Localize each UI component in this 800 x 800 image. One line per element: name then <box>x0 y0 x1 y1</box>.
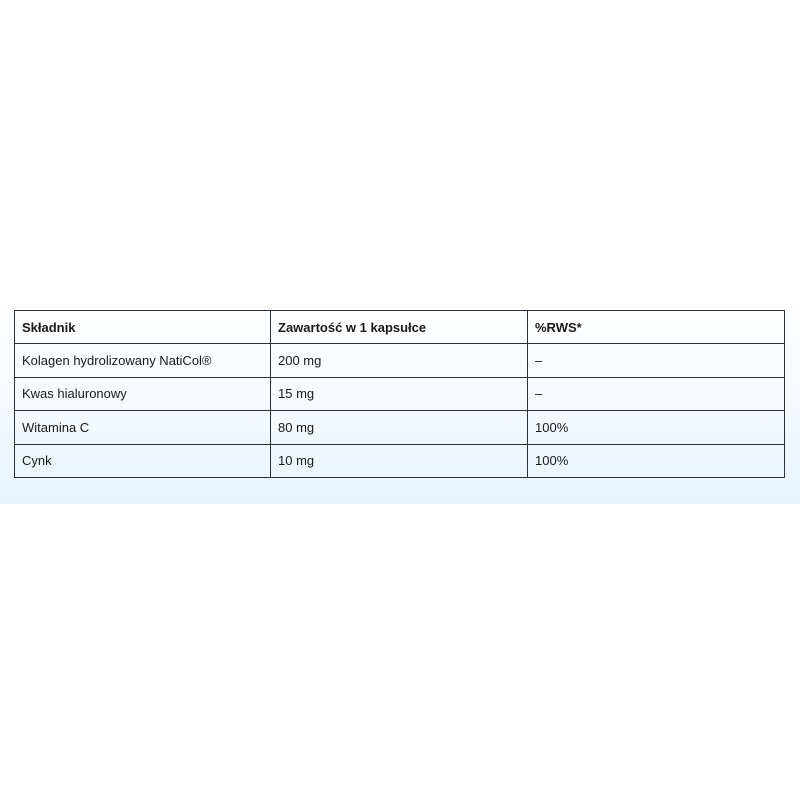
ingredient-name: Kwas hialuronowy <box>15 377 271 411</box>
ingredients-table <box>14 310 785 478</box>
table-row <box>15 344 785 378</box>
ingredient-rws: 100% <box>528 411 785 445</box>
ingredient-rws: – <box>528 344 785 378</box>
table-row <box>15 444 785 478</box>
ingredient-name: Cynk <box>15 444 271 478</box>
ingredient-rws: – <box>528 377 785 411</box>
ingredient-amount: 200 mg <box>271 344 528 378</box>
table-row <box>15 411 785 445</box>
table-row <box>15 377 785 411</box>
ingredient-name: Kolagen hydrolizowany NatiCol® <box>15 344 271 378</box>
ingredient-amount: 10 mg <box>271 444 528 478</box>
header-content-per-capsule: Zawartość w 1 kapsułce <box>271 311 528 344</box>
header-ingredient: Składnik <box>15 311 271 344</box>
table-header-row <box>15 311 785 344</box>
ingredient-rws: 100% <box>528 444 785 478</box>
ingredient-amount: 15 mg <box>271 377 528 411</box>
header-rws: %RWS* <box>528 311 785 344</box>
ingredient-name: Witamina C <box>15 411 271 445</box>
ingredient-amount: 80 mg <box>271 411 528 445</box>
